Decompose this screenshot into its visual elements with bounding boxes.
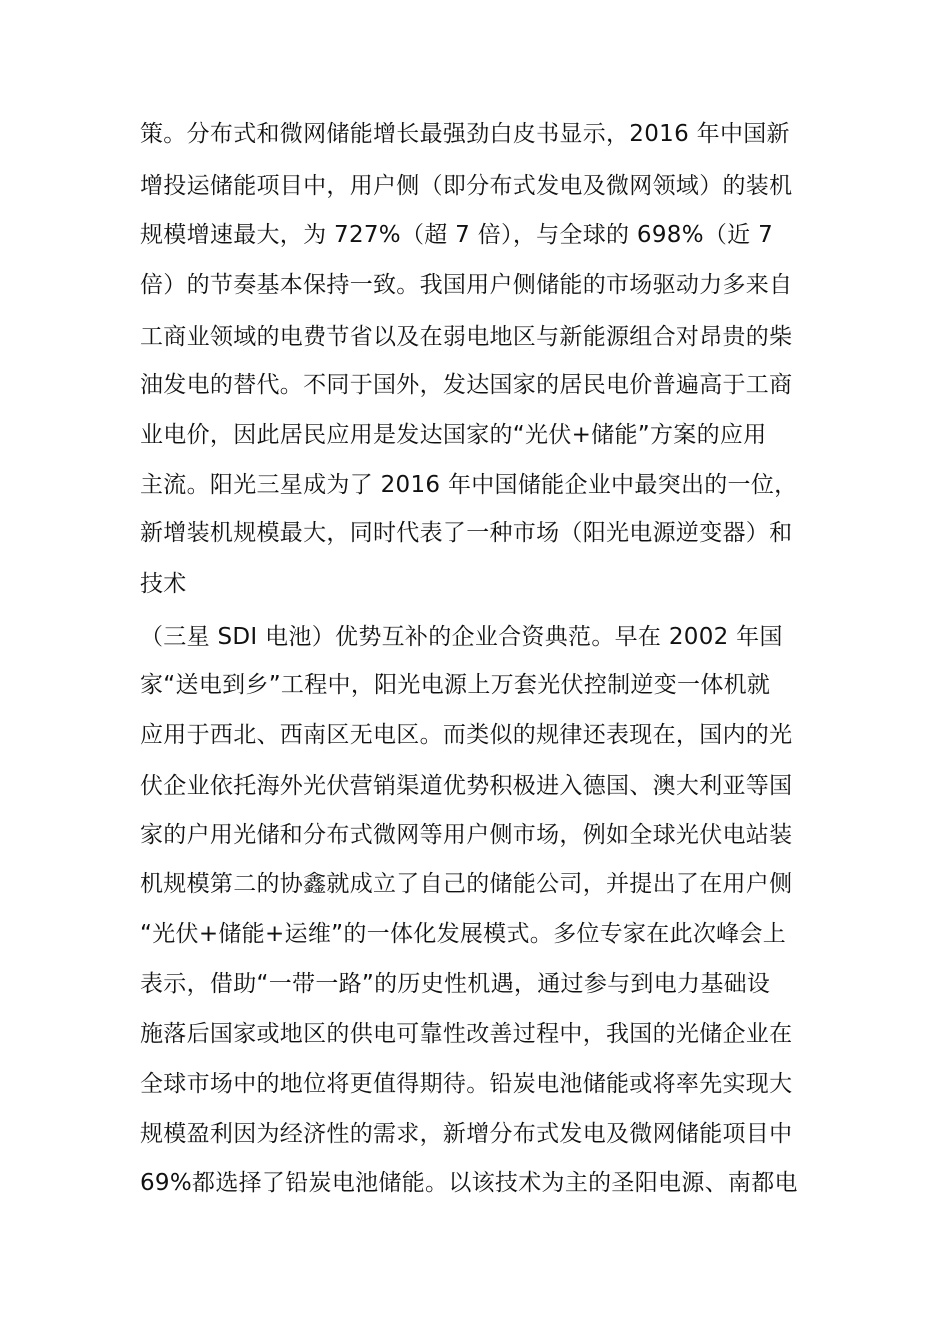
- text-line: 机规模第二的协鑫就成立了自己的储能公司，并提出了在用户侧: [140, 871, 793, 897]
- text-line: 伏企业依托海外光伏营销渠道优势积极进入德国、澳大利亚等国: [140, 773, 793, 799]
- text-line: 施落后国家或地区的供电可靠性改善过程中，我国的光储企业在: [140, 1021, 793, 1047]
- text-line: 规模增速最大，为 727%（超 7 倍），与全球的 698%（近 7: [140, 222, 774, 248]
- text-line: 家的户用光储和分布式微网等用户侧市场，例如全球光伏电站装: [140, 822, 793, 848]
- text-line: 油发电的替代。不同于国外，发达国家的居民电价普遍高于工商: [140, 372, 793, 398]
- text-line: 工商业领域的电费节省以及在弱电地区与新能源组合对昂贵的柴: [140, 324, 793, 350]
- text-line: “光伏+储能+运维”的一体化发展模式。多位专家在此次峰会上: [140, 921, 787, 947]
- text-line: 69%都选择了铅炭电池储能。以该技术为主的圣阳电源、南都电: [140, 1170, 798, 1196]
- text-line: （三星 SDI 电池）优势互补的企业合资典范。早在 2002 年国: [140, 624, 783, 650]
- text-line: 应用于西北、西南区无电区。而类似的规律还表现在，国内的光: [140, 722, 793, 748]
- text-line: 主流。阳光三星成为了 2016 年中国储能企业中最突出的一位，: [140, 472, 798, 498]
- text-line: 表示，借助“一带一路”的历史性机遇，通过参与到电力基础设: [140, 971, 771, 997]
- text-line: 策。分布式和微网储能增长最强劲白皮书显示，2016 年中国新: [140, 121, 790, 147]
- text-line: 增投运储能项目中，用户侧（即分布式发电及微网领域）的装机: [140, 173, 793, 199]
- text-line: 倍）的节奏基本保持一致。我国用户侧储能的市场驱动力多来自: [140, 272, 793, 298]
- text-line: 技术: [140, 571, 187, 597]
- text-line: 家“送电到乡”工程中，阳光电源上万套光伏控制逆变一体机就: [140, 672, 771, 698]
- text-line: 规模盈利因为经济性的需求，新增分布式发电及微网储能项目中: [140, 1121, 793, 1147]
- text-line: 业电价，因此居民应用是发达国家的“光伏+储能”方案的应用: [140, 422, 767, 448]
- text-line: 全球市场中的地位将更值得期待。铅炭电池储能或将率先实现大: [140, 1071, 793, 1097]
- text-line: 新增装机规模最大，同时代表了一种市场（阳光电源逆变器）和: [140, 520, 793, 546]
